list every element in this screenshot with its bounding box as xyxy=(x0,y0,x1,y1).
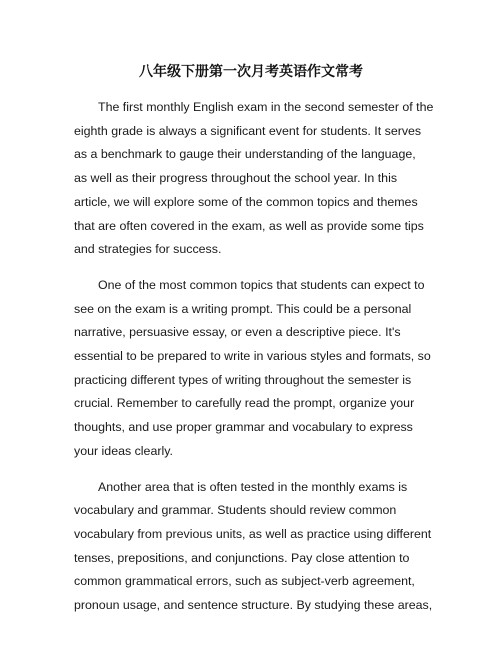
paragraph-line: tenses, prepositions, and conjunctions. Pay close attention to xyxy=(74,550,410,565)
document-body xyxy=(74,96,434,630)
paragraph-line: that are often covered in the exam, as well as provide some tips xyxy=(74,218,424,233)
paragraph-line: The first monthly English exam in the second semester of the xyxy=(98,100,434,114)
paragraph-line: practicing different types of writing throughout the semester is xyxy=(74,372,412,387)
paragraph-line: vocabulary from previous units, as well as practice using different xyxy=(74,526,432,541)
paragraph-line: as well as their progress throughout the school year. In this xyxy=(74,171,398,186)
paragraph-line: pronoun usage, and sentence structure. By studying these areas, xyxy=(74,598,433,613)
paragraph-line: vocabulary and grammar. Students should review common xyxy=(74,503,397,518)
paragraph-2 xyxy=(74,274,430,464)
paragraph-line: crucial. Remember to carefully read the prompt, organize your xyxy=(74,396,415,411)
paragraph-line: narrative, persuasive essay, or even a descriptive piece. It's xyxy=(74,325,401,340)
paragraph-1 xyxy=(74,96,434,262)
paragraph-line: and strategies for success. xyxy=(74,242,222,257)
paragraph-line: as a benchmark to gauge their understanding of the language, xyxy=(74,147,416,162)
paragraph-line: article, we will explore some of the common topics and themes xyxy=(74,194,418,209)
paragraph-line: your ideas clearly. xyxy=(74,443,173,458)
paragraph-line: thoughts, and use proper grammar and vocabulary to express xyxy=(74,420,413,435)
paragraph-line: eighth grade is always a significant event for students. It serves xyxy=(74,123,422,138)
paragraph-line: One of the most common topics that students can expect to xyxy=(98,277,425,292)
paragraph-3 xyxy=(74,476,433,618)
paragraph-line: Another area that is often tested in the monthly exams is xyxy=(98,479,408,494)
document-title: 八年级下册第一次月考英语作文常考 xyxy=(139,64,363,80)
paragraph-line: see on the exam is a writing prompt. This could be a personal xyxy=(74,301,412,316)
paragraph-line: essential to be prepared to write in various styles and formats, so xyxy=(74,349,431,364)
paragraph-line: common grammatical errors, such as subject-verb agreement, xyxy=(74,574,415,589)
